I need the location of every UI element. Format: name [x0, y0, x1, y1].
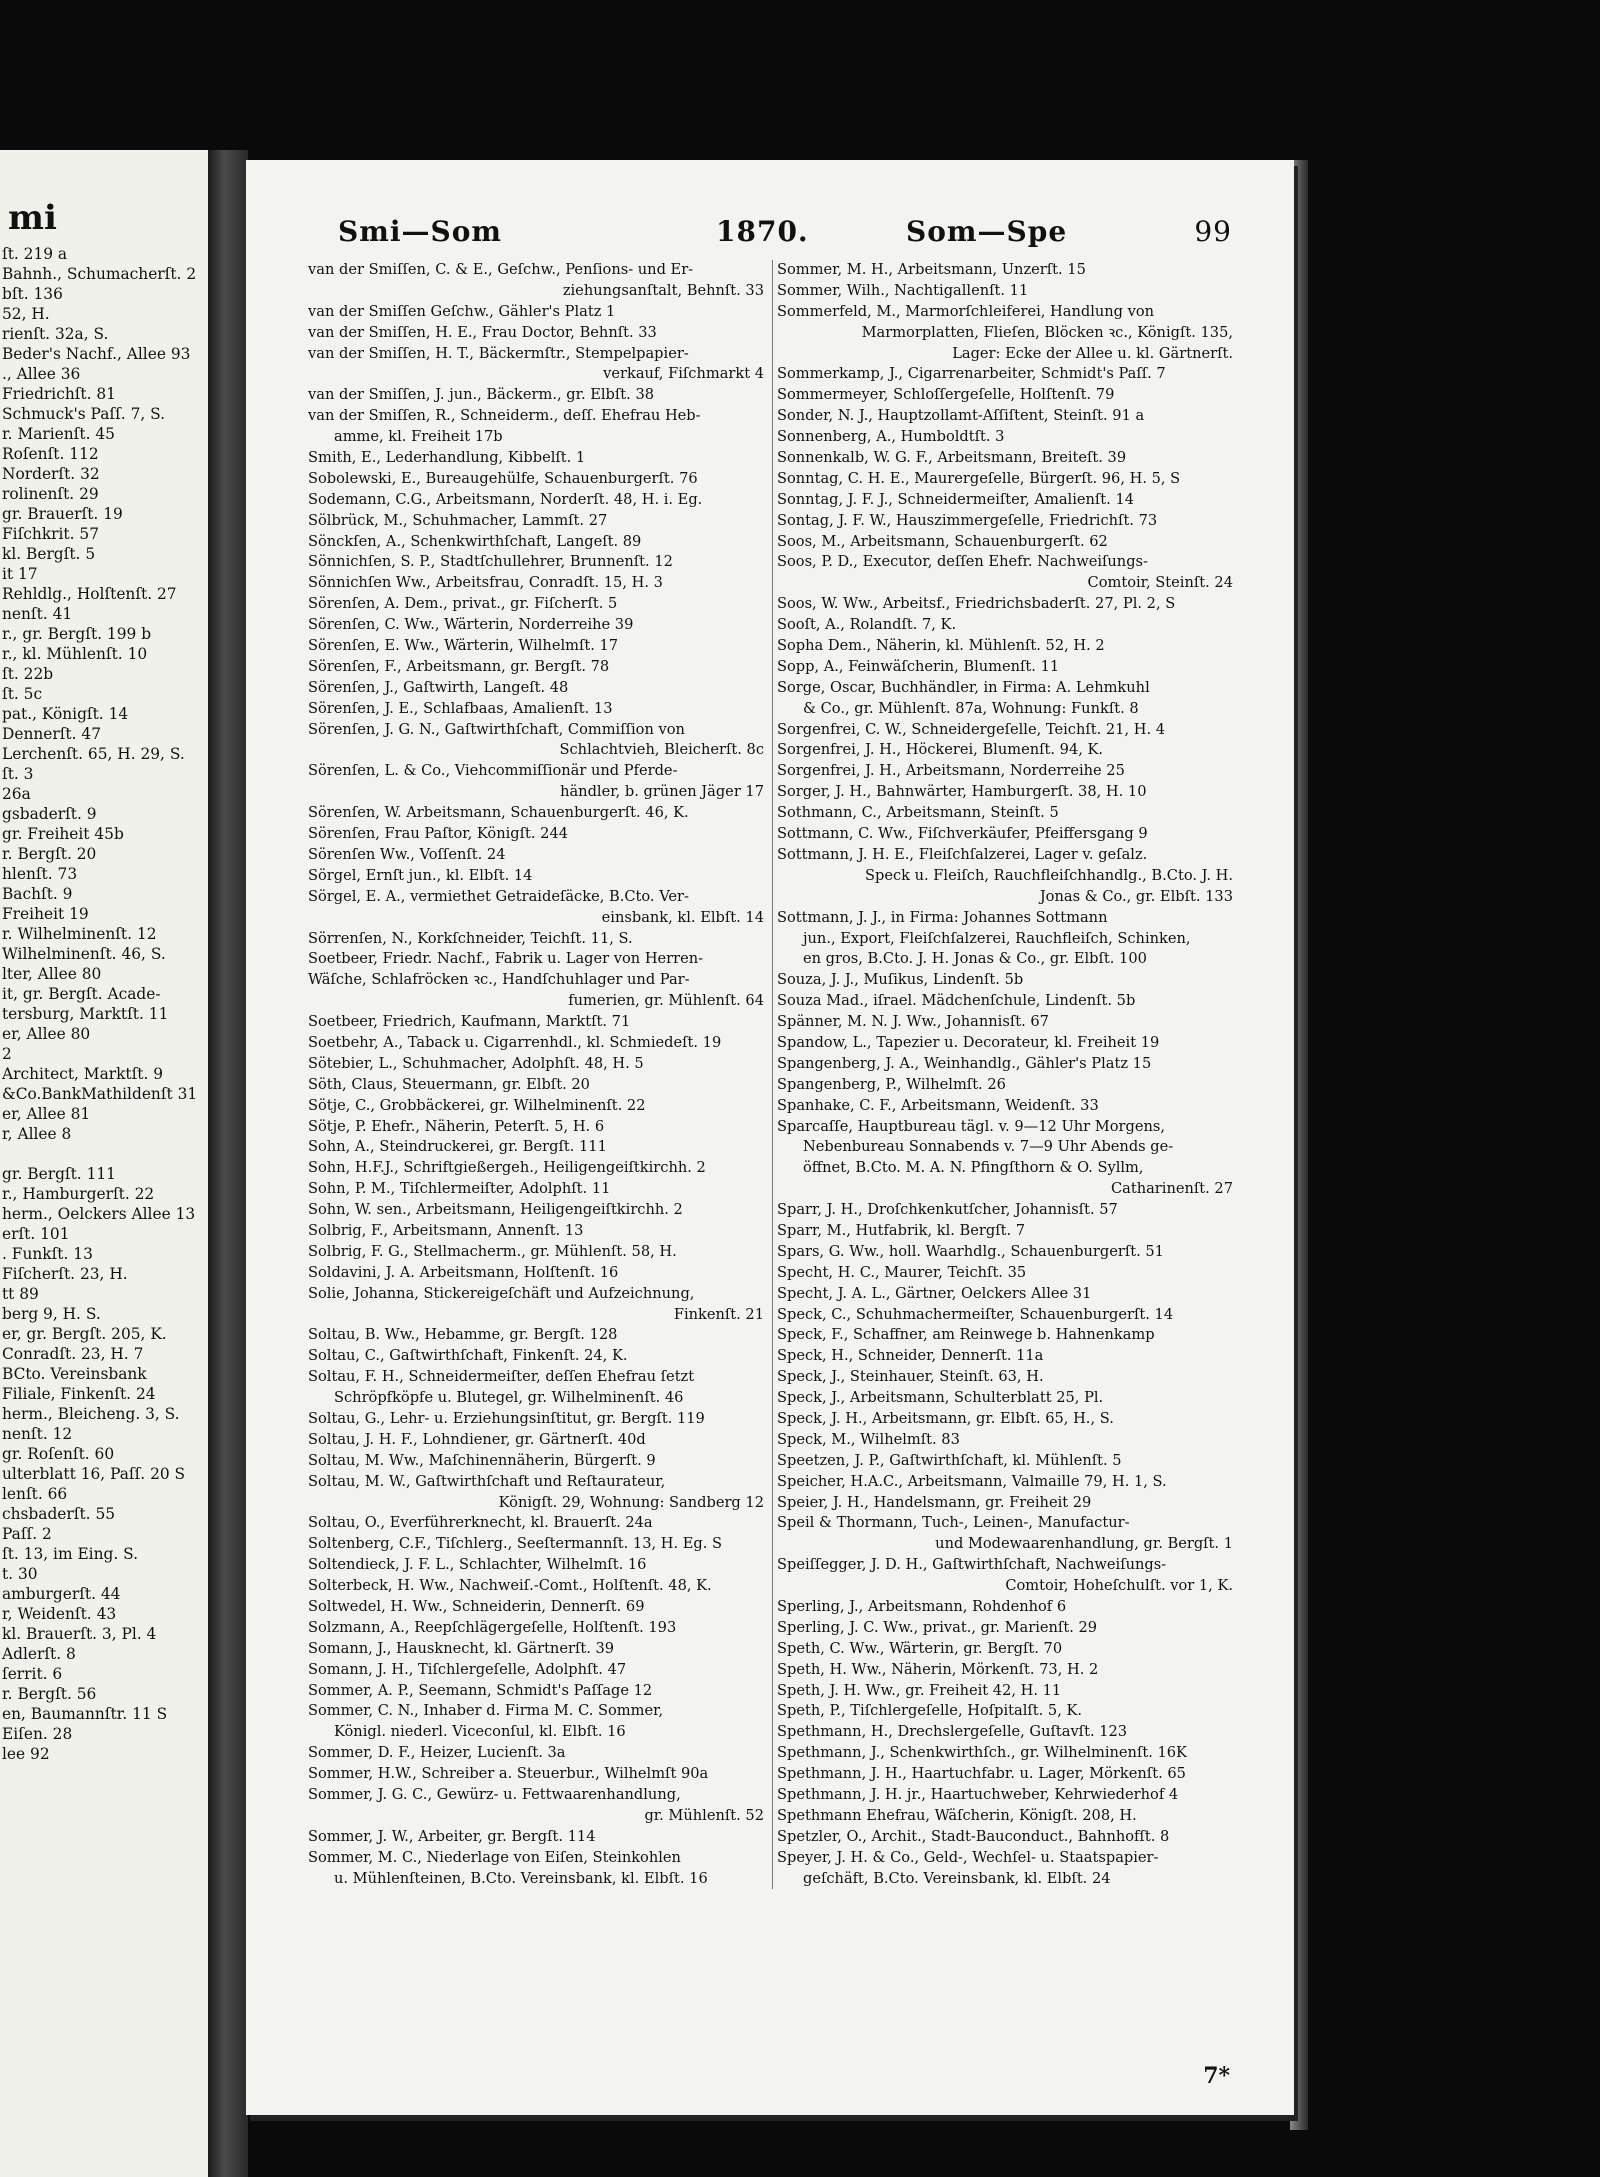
- left-page-line: er, Allee 81: [2, 1105, 91, 1123]
- left-page-line: kl. Bergſt. 5: [2, 545, 96, 563]
- directory-entry-line: verkauf, Fiſchmarkt 4: [603, 365, 764, 383]
- directory-entry-line: Nebenbureau Sonnabends v. 7—9 Uhr Abends ge-: [803, 1138, 1174, 1156]
- left-page-line: herm., Oelckers Allee 13: [2, 1205, 196, 1223]
- left-page-line: gr. Brauerſt. 19: [2, 505, 123, 523]
- directory-entry-line: van der Smiſſen Geſchw., Gähler's Platz 1: [308, 302, 616, 320]
- left-page-line: herm., Bleicheng. 3, S.: [2, 1405, 180, 1423]
- directory-entry-line: amme, kl. Freiheit 17b: [334, 428, 503, 446]
- left-page-line: lter, Allee 80: [2, 965, 102, 983]
- directory-entry-line: Sooſt, A., Rolandſt. 7, K.: [777, 616, 957, 634]
- directory-entry-line: Soos, M., Arbeitsmann, Schauenburgerſt. 62: [777, 532, 1108, 550]
- directory-entry-line: van der Smiſſen, R., Schneiderm., deſſ. Ehefrau Heb-: [308, 407, 701, 425]
- directory-entry-line: Soos, P. D., Executor, deſſen Ehefr. Nachweiſungs-: [777, 553, 1148, 571]
- directory-entry-line: Soltau, B. Ww., Hebamme, gr. Bergſt. 128: [308, 1326, 618, 1344]
- left-page-line: ſerrit. 6: [2, 1665, 63, 1683]
- directory-entry-line: Somann, J., Hausknecht, kl. Gärtnerſt. 39: [308, 1639, 615, 1657]
- directory-entry-line: Souza, J. J., Muſikus, Lindenſt. 5b: [777, 971, 1024, 989]
- signature-mark: 7*: [1203, 2063, 1230, 2089]
- directory-entry-line: Speth, P., Tiſchlergeſelle, Hoſpitalſt. 5, K.: [777, 1702, 1083, 1720]
- directory-entry-line: Sörenſen, C. Ww., Wärterin, Norderreihe 39: [308, 616, 634, 634]
- left-page-line: hlenſt. 73: [2, 865, 78, 883]
- left-page-line: Fiſchkrit. 57: [2, 525, 99, 543]
- left-page-line: r, Allee 8: [2, 1125, 72, 1143]
- left-page-line: ulterblatt 16, Paſſ. 20 S: [2, 1465, 186, 1483]
- directory-entry-line: Specht, H. C., Maurer, Teichſt. 35: [777, 1263, 1027, 1281]
- directory-entry-line: Solterbeck, H. Ww., Nachweiſ.-Comt., Holſtenſt. 48, K.: [308, 1577, 712, 1595]
- right-page: [246, 160, 1294, 2115]
- directory-entry-line: Sommer, H.W., Schreiber a. Steuerbur., Wilhelmſt 90a: [308, 1765, 709, 1783]
- directory-entry-line: Sörenſen, A. Dem., privat., gr. Fiſcherſt. 5: [308, 595, 618, 613]
- left-page-line: Conradſt. 23, H. 7: [2, 1345, 144, 1363]
- left-page: [0, 150, 212, 2177]
- directory-entry-line: Speicher, H.A.C., Arbeitsmann, Valmaille 79, H. 1, S.: [777, 1472, 1167, 1490]
- directory-entry-line: Solbrig, F. G., Stellmacherm., gr. Mühlenſt. 58, H.: [308, 1242, 677, 1260]
- directory-entry-line: Speck, J. H., Arbeitsmann, gr. Elbſt. 65, H., S.: [777, 1409, 1114, 1427]
- directory-entry-line: Speth, H. Ww., Näherin, Mörkenſt. 73, H. 2: [777, 1660, 1099, 1678]
- directory-entry-line: und Modewaarenhandlung, gr. Bergſt. 1: [935, 1535, 1233, 1553]
- directory-entry-line: Sönnichſen Ww., Arbeitsfrau, Conradſt. 15, H. 3: [308, 574, 663, 592]
- left-page-line: er, Allee 80: [2, 1025, 91, 1043]
- directory-entry-line: Spethmann, H., Drechslergeſelle, Guſtavſt. 123: [777, 1723, 1128, 1741]
- left-page-line: Bahnh., Schumacherſt. 2: [2, 265, 197, 283]
- page-header: [246, 215, 1294, 259]
- left-page-line: Lerchenſt. 65, H. 29, S.: [2, 745, 185, 763]
- directory-entry-line: Sörgel, E. A., vermiethet Getraideſäcke, B.Cto. Ver-: [308, 887, 689, 905]
- left-page-line: gr. Bergſt. 111: [2, 1165, 116, 1183]
- directory-entry-line: Sommer, Wilh., Nachtigallenſt. 11: [777, 281, 1029, 299]
- directory-entry-line: Soltendieck, J. F. L., Schlachter, Wilhelmſt. 16: [308, 1556, 647, 1574]
- directory-entry-line: Sörenſen, Frau Paſtor, Königſt. 244: [308, 825, 569, 843]
- directory-entry-line: Speth, C. Ww., Wärterin, gr. Bergſt. 70: [777, 1639, 1063, 1657]
- left-page-line: ſt. 13, im Eing. S.: [2, 1545, 139, 1563]
- directory-entry-line: Speck, M., Wilhelmſt. 83: [777, 1430, 960, 1448]
- directory-entry-line: Sottmann, J. J., in Firma: Johannes Sottmann: [777, 908, 1108, 926]
- directory-entry-line: Speyer, J. H. & Co., Geld-, Wechſel- u. Staatspapier-: [777, 1848, 1159, 1866]
- directory-entry-line: Sommer, D. F., Heizer, Lucienſt. 3a: [308, 1744, 566, 1762]
- left-page-line: tt 89: [2, 1285, 39, 1303]
- left-page-line: gr. Freiheit 45b: [2, 825, 124, 843]
- directory-entry-line: Sorge, Oscar, Buchhändler, in Firma: A. Lehmkuhl: [777, 678, 1150, 696]
- directory-entry-line: Sottmann, C. Ww., Fiſchverkäufer, Pfeiffersgang 9: [777, 825, 1148, 843]
- header-year: 1870.: [716, 215, 809, 248]
- directory-entry-line: Smith, E., Lederhandlung, Kibbelſt. 1: [308, 449, 586, 467]
- directory-entry-line: Soltau, G., Lehr- u. Erziehungsinſtitut, gr. Bergſt. 119: [308, 1409, 705, 1427]
- directory-entry-line: Sorgenfrei, J. H., Arbeitsmann, Norderreihe 25: [777, 762, 1125, 780]
- directory-entry-line: Finkenſt. 21: [673, 1305, 764, 1323]
- directory-entry-line: Sontag, J. F. W., Hauszimmergeſelle, Friedrichſt. 73: [777, 511, 1158, 529]
- header-left-range: Smi—Som: [338, 215, 503, 248]
- directory-entry-line: Sonntag, C. H. E., Maurergeſelle, Bürgerſt. 96, H. 5, S: [777, 469, 1181, 487]
- directory-entry-line: fumerien, gr. Mühlenſt. 64: [568, 992, 764, 1010]
- directory-entry-line: Spangenberg, J. A., Weinhandlg., Gähler's Platz 15: [777, 1054, 1152, 1072]
- left-page-line: it, gr. Bergſt. Acade-: [2, 985, 161, 1003]
- directory-entry-line: Sommer, C. N., Inhaber d. Firma M. C. Sommer,: [308, 1702, 664, 1720]
- left-page-line: Adlerſt. 8: [2, 1645, 76, 1663]
- left-page-line: ., Allee 36: [2, 365, 81, 383]
- directory-entry-line: einsbank, kl. Elbſt. 14: [601, 908, 764, 926]
- directory-entry-line: Speck, J., Arbeitsmann, Schulterblatt 25, Pl.: [777, 1389, 1104, 1407]
- directory-column-right: [772, 260, 1233, 1889]
- directory-entry-line: Sonnenkalb, W. G. F., Arbeitsmann, Breiteſt. 39: [777, 449, 1127, 467]
- left-page-line: ſt. 3: [2, 765, 34, 783]
- directory-entry-line: Sobolewski, E., Bureaugehülfe, Schauenburgerſt. 76: [308, 469, 698, 487]
- directory-entry-line: Sommer, J. G. C., Gewürz- u. Fettwaarenhandlung,: [308, 1786, 681, 1804]
- left-page-line: er, gr. Bergſt. 205, K.: [2, 1325, 167, 1343]
- directory-entry-line: Sonder, N. J., Hauptzollamt-Aſſiſtent, Steinſt. 91 a: [777, 407, 1145, 425]
- left-page-line: Eiſen. 28: [2, 1725, 73, 1743]
- left-page-line: Dennerſt. 47: [2, 725, 101, 743]
- left-page-line: it 17: [2, 565, 38, 583]
- directory-entry-line: Specht, J. A. L., Gärtner, Oelckers Allee 31: [777, 1284, 1092, 1302]
- directory-entry-line: Sönckſen, A., Schenkwirthſchaft, Langeſt. 89: [308, 532, 642, 550]
- left-page-line: Roſenſt. 112: [2, 445, 99, 463]
- directory-entry-line: Soltau, C., Gaſtwirthſchaft, Finkenſt. 24, K.: [308, 1347, 628, 1365]
- directory-entry-line: Sohn, W. sen., Arbeitsmann, Heiligengeiſtkirchh. 2: [308, 1201, 683, 1219]
- directory-entry-line: Soetbeer, Friedr. Nachf., Fabrik u. Lager von Herren-: [308, 950, 704, 968]
- left-page-line: ſt. 5c: [2, 685, 43, 703]
- left-page-line: Filiale, Finkenſt. 24: [2, 1385, 156, 1403]
- left-page-line: tersburg, Marktſt. 11: [2, 1005, 169, 1023]
- directory-entry-line: Sörenſen, J., Gaſtwirth, Langeſt. 48: [308, 678, 569, 696]
- directory-entry-line: Sperling, J. C. Ww., privat., gr. Marienſt. 29: [777, 1618, 1098, 1636]
- left-page-line: BCto. Vereinsbank: [2, 1365, 147, 1383]
- directory-entry-line: Sonntag, J. F. J., Schneidermeiſter, Amalienſt. 14: [777, 490, 1135, 508]
- page-number: 99: [1194, 215, 1232, 248]
- directory-entry-line: Spangenberg, P., Wilhelmſt. 26: [777, 1075, 1006, 1093]
- directory-entry-line: Sottmann, J. H. E., Fleiſchſalzerei, Lager v. geſalz.: [777, 845, 1148, 863]
- directory-entry-line: Soos, W. Ww., Arbeitsf., Friedrichsbaderſt. 27, Pl. 2, S: [777, 595, 1176, 613]
- directory-entry-line: Sörenſen, E. Ww., Wärterin, Wilhelmſt. 17: [308, 637, 619, 655]
- directory-entry-line: Spänner, M. N. J. Ww., Johannisſt. 67: [777, 1013, 1049, 1031]
- left-page-line: r., kl. Mühlenſt. 10: [2, 645, 148, 663]
- left-page-heading: mi: [8, 198, 57, 238]
- directory-entry-line: Sötebier, L., Schuhmacher, Adolphſt. 48, H. 5: [308, 1054, 644, 1072]
- directory-entry-line: u. Mühlenſteinen, B.Cto. Vereinsbank, kl. Elbſt. 16: [334, 1869, 708, 1887]
- left-page-line: rolinenſt. 29: [2, 485, 99, 503]
- directory-entry-line: Sohn, H.F.J., Schriftgießergeh., Heiligengeiſtkirchh. 2: [308, 1159, 706, 1177]
- directory-entry-line: Sommer, A. P., Seemann, Schmidt's Paſſage 12: [308, 1681, 653, 1699]
- left-page-line: erſt. 101: [2, 1225, 70, 1243]
- directory-entry-line: Sörenſen, J. E., Schlafbaas, Amalienſt. 13: [308, 699, 613, 717]
- directory-entry-line: Spethmann, J. H. jr., Haartuchweber, Kehrwiederhof 4: [777, 1786, 1179, 1804]
- directory-entry-line: Solie, Johanna, Stickereigeſchäft und Aufzeichnung,: [308, 1284, 695, 1302]
- left-page-line: bſt. 136: [2, 285, 63, 303]
- left-page-line: nenſt. 41: [2, 605, 73, 623]
- left-page-line: Friedrichſt. 81: [2, 385, 116, 403]
- directory-entry-line: Speck u. Fleiſch, Rauchfleiſchhandlg., B.Cto. J. H.: [865, 866, 1233, 884]
- left-page-line: en, Baumannſtr. 11 S: [2, 1705, 168, 1723]
- directory-column-left: [308, 260, 764, 1889]
- left-page-line: r, Weidenſt. 43: [2, 1605, 117, 1623]
- directory-entry-line: Speck, H., Schneider, Dennerſt. 11a: [777, 1347, 1044, 1365]
- directory-entry-line: Sommerkamp, J., Cigarrenarbeiter, Schmidt's Paſſ. 7: [777, 365, 1166, 383]
- directory-entry-line: Speil & Thormann, Tuch-, Leinen-, Manufactur-: [777, 1514, 1130, 1532]
- directory-entry-line: Sötje, P. Ehefr., Näherin, Peterſt. 5, H. 6: [308, 1117, 605, 1135]
- directory-entry-line: Speck, F., Schaffner, am Reinwege b. Hahnenkamp: [777, 1326, 1155, 1344]
- directory-entry-line: Soltau, M. W., Gaſtwirthſchaft und Reſtaurateur,: [308, 1472, 666, 1490]
- left-page-line: Rehldlg., Holſtenſt. 27: [2, 585, 177, 603]
- directory-entry-line: Soetbeer, Friedrich, Kaufmann, Marktſt. 71: [308, 1013, 631, 1031]
- directory-entry-line: Sothmann, C., Arbeitsmann, Steinſt. 5: [777, 804, 1059, 822]
- directory-entry-line: Sörenſen, F., Arbeitsmann, gr. Bergſt. 78: [308, 657, 610, 675]
- left-page-line: pat., Königſt. 14: [2, 705, 129, 723]
- directory-entry-line: Sörenſen, J. G. N., Gaſtwirthſchaft, Commiſſion von: [308, 720, 685, 738]
- directory-entry-line: Sopp, A., Feinwäſcherin, Blumenſt. 11: [777, 657, 1060, 675]
- directory-entry-line: Speck, J., Steinhauer, Steinſt. 63, H.: [777, 1368, 1044, 1386]
- directory-entry-line: Comtoir, Hoheſchulſt. vor 1, K.: [1005, 1577, 1233, 1595]
- directory-entry-line: Soltau, O., Everführerknecht, kl. Brauerſt. 24a: [308, 1514, 653, 1532]
- directory-entry-line: Solbrig, F., Arbeitsmann, Annenſt. 13: [308, 1221, 584, 1239]
- left-page-line: r. Marienſt. 45: [2, 425, 115, 443]
- left-page-line: ſt. 22b: [2, 665, 54, 683]
- left-page-line: . Funkſt. 13: [2, 1245, 93, 1263]
- directory-entry-line: Sohn, P. M., Tiſchlermeiſter, Adolphſt. 11: [308, 1180, 611, 1198]
- directory-entry-line: van der Smiſſen, C. & E., Geſchw., Penſions- und Er-: [308, 261, 694, 278]
- left-page-line: ſt. 219 a: [2, 245, 68, 263]
- directory-entry-line: Spanhake, C. F., Arbeitsmann, Weidenſt. 33: [777, 1096, 1099, 1114]
- directory-entry-line: van der Smiſſen, H. E., Frau Doctor, Behnſt. 33: [308, 323, 657, 341]
- directory-entry-line: Sommer, M. C., Niederlage von Eiſen, Steinkohlen: [308, 1848, 681, 1866]
- left-page-line: Norderſt. 32: [2, 465, 100, 483]
- directory-entry-line: Sommerfeld, M., Marmorſchleiferei, Handlung von: [777, 302, 1155, 320]
- directory-entry-line: Sohn, A., Steindruckerei, gr. Bergſt. 111: [308, 1138, 607, 1156]
- left-page-line: Wilhelminenſt. 46, S.: [2, 945, 166, 963]
- directory-entry-line: Marmorplatten, Flieſen, Blöcken ꝛc., Königſt. 135,: [861, 323, 1233, 341]
- left-page-line: &Co.BankMathildenſt 31: [2, 1085, 198, 1103]
- left-page-line: lee 92: [2, 1745, 50, 1763]
- directory-entry-line: Lager: Ecke der Allee u. kl. Gärtnerſt.: [952, 344, 1233, 362]
- directory-entry-line: Soltwedel, H. Ww., Schneiderin, Dennerſt. 69: [308, 1598, 645, 1615]
- left-page-line: Bachſt. 9: [2, 885, 73, 903]
- left-page-line: 52, H.: [2, 305, 50, 323]
- left-page-line: r., gr. Bergſt. 199 b: [2, 625, 152, 643]
- left-page-line: rienſt. 32a, S.: [2, 325, 109, 343]
- directory-entry-line: Sörrenſen, N., Korkſchneider, Teichſt. 11, S.: [308, 929, 633, 947]
- left-page-line: gr. Roſenſt. 60: [2, 1445, 115, 1463]
- directory-entry-line: Speier, J. H., Handelsmann, gr. Freiheit 29: [777, 1493, 1092, 1511]
- directory-entry-line: Sönnichſen, S. P., Stadtſchullehrer, Brunnenſt. 12: [308, 553, 673, 571]
- directory-entry-line: händler, b. grünen Jäger 17: [560, 783, 764, 801]
- directory-entry-line: Comtoir, Steinſt. 24: [1087, 574, 1233, 592]
- directory-entry-line: Soetbehr, A., Taback u. Cigarrenhdl., kl. Schmiedeſt. 19: [308, 1033, 722, 1051]
- left-page-line: amburgerſt. 44: [2, 1585, 121, 1603]
- directory-entry-line: Speck, C., Schuhmachermeiſter, Schauenburgerſt. 14: [777, 1305, 1174, 1323]
- directory-entry-line: Spethmann Ehefrau, Wäſcherin, Königſt. 208, H.: [777, 1806, 1137, 1824]
- left-page-line: chsbaderſt. 55: [2, 1505, 116, 1523]
- left-page-line: nenſt. 12: [2, 1425, 73, 1443]
- left-page-line: berg 9, H. S.: [2, 1305, 101, 1323]
- directory-entry-line: geſchäft, B.Cto. Vereinsbank, kl. Elbſt. 24: [803, 1869, 1111, 1887]
- directory-entry-line: Sörenſen, W. Arbeitsmann, Schauenburgerſt. 46, K.: [308, 804, 689, 822]
- directory-entry-line: Sodemann, C.G., Arbeitsmann, Norderſt. 48, H. i. Eg.: [308, 490, 703, 508]
- directory-entry-line: Soltau, F. H., Schneidermeiſter, deſſen Ehefrau ſetzt: [308, 1368, 695, 1386]
- directory-entry-line: Spars, G. Ww., holl. Waarhdlg., Schauenburgerſt. 51: [777, 1242, 1164, 1260]
- directory-entry-line: Schlachtvieh, Bleicherſt. 8c: [559, 741, 764, 759]
- left-page-line: 26a: [2, 785, 31, 803]
- directory-entry-line: Wäſche, Schlafröcken ꝛc., Handſchuhlager und Par-: [308, 971, 690, 989]
- book-spine: [208, 150, 248, 2177]
- directory-entry-line: Jonas & Co., gr. Elbſt. 133: [1039, 887, 1233, 905]
- left-page-line: Beder's Nachf., Allee 93: [2, 345, 191, 363]
- directory-entry-line: Speth, J. H. Ww., gr. Freiheit 42, H. 11: [777, 1681, 1062, 1699]
- directory-entry-line: Speetzen, J. P., Gaſtwirthſchaft, kl. Mühlenſt. 5: [777, 1451, 1122, 1469]
- directory-entry-line: Schröpfköpfe u. Blutegel, gr. Wilhelminenſt. 46: [334, 1389, 684, 1407]
- directory-entry-line: Soltau, M. Ww., Maſchinennäherin, Bürgerſt. 9: [308, 1451, 656, 1469]
- directory-entry-line: Sommer, M. H., Arbeitsmann, Unzerſt. 15: [777, 261, 1086, 278]
- directory-entry-line: Sörgel, Ernſt jun., kl. Elbſt. 14: [308, 866, 533, 884]
- directory-entry-line: Sorgenfrei, J. H., Höckerei, Blumenſt. 94, K.: [777, 741, 1104, 759]
- directory-entry-line: Spethmann, J. H., Haartuchfabr. u. Lager, Mörkenſt. 65: [777, 1765, 1186, 1783]
- left-page-line: r. Bergſt. 56: [2, 1685, 97, 1703]
- directory-entry-line: Sorger, J. H., Bahnwärter, Hamburgerſt. 38, H. 10: [777, 783, 1147, 801]
- left-page-line: [0, 1144, 212, 1164]
- directory-entry-line: Somann, J. H., Tiſchlergeſelle, Adolphſt. 47: [308, 1660, 627, 1678]
- left-page-line: kl. Brauerſt. 3, Pl. 4: [2, 1625, 157, 1643]
- left-page-line: 2: [2, 1045, 12, 1063]
- directory-entry-line: & Co., gr. Mühlenſt. 87a, Wohnung: Funkſt. 8: [803, 699, 1139, 717]
- directory-entry-line: Catharinenſt. 27: [1110, 1180, 1233, 1198]
- left-page-line: r. Bergſt. 20: [2, 845, 97, 863]
- directory-entry-line: Königſt. 29, Wohnung: Sandberg 12: [498, 1493, 764, 1511]
- directory-entry-line: jun., Export, Fleiſchſalzerei, Rauchfleiſch, Schinken,: [803, 929, 1191, 947]
- directory-entry-line: Sperling, J., Arbeitsmann, Rohdenhof 6: [777, 1598, 1067, 1615]
- directory-entry-line: Sparr, J. H., Droſchkenkutſcher, Johannisſt. 57: [777, 1201, 1118, 1219]
- directory-entry-line: Sötje, C., Grobbäckerei, gr. Wilhelminenſt. 22: [308, 1096, 646, 1114]
- left-page-lines: [0, 244, 212, 1764]
- left-page-line: r., Hamburgerſt. 22: [2, 1185, 155, 1203]
- directory-entry-line: Sörenſen Ww., Voſſenſt. 24: [308, 845, 506, 863]
- directory-entry-line: Sparcaſſe, Hauptbureau tägl. v. 9—12 Uhr Morgens,: [777, 1117, 1165, 1135]
- directory-entry-line: Soltenberg, C.F., Tiſchlerg., Seeſtermannſt. 13, H. Eg. S: [308, 1535, 723, 1553]
- directory-entry-line: Söth, Claus, Steuermann, gr. Elbſt. 20: [308, 1075, 590, 1093]
- directory-entry-line: Königl. niederl. Viceconſul, kl. Elbſt. 16: [334, 1723, 626, 1741]
- left-page-line: Schmuck's Paſſ. 7, S.: [2, 405, 166, 423]
- directory-entry-line: Speiſſegger, J. D. H., Gaſtwirthſchaft, Nachweiſungs-: [777, 1556, 1167, 1574]
- directory-entry-line: öffnet, B.Cto. M. A. N. Pfingſthorn & O. Syllm,: [803, 1159, 1144, 1177]
- directory-entry-line: Solzmann, A., Reepſchlägergeſelle, Holſtenſt. 193: [308, 1618, 677, 1636]
- directory-entry-line: Sörenſen, L. & Co., Viehcommiſſionär und Pferde-: [308, 762, 678, 780]
- directory-entry-line: Spetzler, O., Archit., Stadt-Bauconduct., Bahnhofſt. 8: [777, 1827, 1170, 1845]
- directory-entry-line: Soltau, J. H. F., Lohndiener, gr. Gärtnerſt. 40d: [308, 1430, 646, 1448]
- directory-entry-line: Sommermeyer, Schloſſergeſelle, Holſtenſt. 79: [777, 386, 1115, 404]
- directory-entry-line: Souza Mad., iſrael. Mädchenſchule, Lindenſt. 5b: [777, 992, 1136, 1010]
- directory-entry-line: Sopha Dem., Näherin, kl. Mühlenſt. 52, H. 2: [777, 637, 1105, 655]
- left-page-line: Freiheit 19: [2, 905, 89, 923]
- directory-entry-line: Soldavini, J. A. Arbeitsmann, Holſtenſt. 16: [308, 1263, 619, 1281]
- directory-entry-line: Spethmann, J., Schenkwirthſch., gr. Wilhelminenſt. 16K: [777, 1744, 1187, 1762]
- left-page-line: Fiſcherſt. 23, H.: [2, 1265, 128, 1283]
- left-page-line: gsbaderſt. 9: [2, 805, 97, 823]
- directory-entry-line: Sommer, J. W., Arbeiter, gr. Bergſt. 114: [308, 1827, 596, 1845]
- directory-entry-line: en gros, B.Cto. J. H. Jonas & Co., gr. Elbſt. 100: [803, 950, 1147, 968]
- directory-entry-line: Spandow, L., Tapezier u. Decorateur, kl. Freiheit 19: [777, 1033, 1160, 1051]
- directory-entry-line: ziehungsanſtalt, Behnſt. 33: [562, 281, 764, 299]
- directory-entry-line: Sparr, M., Hutfabrik, kl. Bergſt. 7: [777, 1221, 1026, 1239]
- directory-entry-line: Sonnenberg, A., Humboldtſt. 3: [777, 428, 1005, 446]
- left-page-line: t. 30: [2, 1565, 38, 1583]
- directory-entry-line: Sölbrück, M., Schuhmacher, Lammſt. 27: [308, 511, 608, 529]
- left-page-line: r. Wilhelminenſt. 12: [2, 925, 157, 943]
- left-page-line: Architect, Marktſt. 9: [2, 1065, 164, 1083]
- left-page-line: Paſſ. 2: [2, 1525, 52, 1543]
- left-page-line: lenſt. 66: [2, 1485, 68, 1503]
- directory-entry-line: van der Smiſſen, J. jun., Bäckerm., gr. Elbſt. 38: [308, 386, 655, 404]
- directory-entry-line: gr. Mühlenſt. 52: [644, 1806, 764, 1824]
- directory-entry-line: van der Smiſſen, H. T., Bäckermſtr., Stempelpapier-: [308, 344, 689, 362]
- header-right-range: Som—Spe: [906, 215, 1068, 248]
- directory-entry-line: Sorgenfrei, C. W., Schneidergeſelle, Teichſt. 21, H. 4: [777, 720, 1166, 738]
